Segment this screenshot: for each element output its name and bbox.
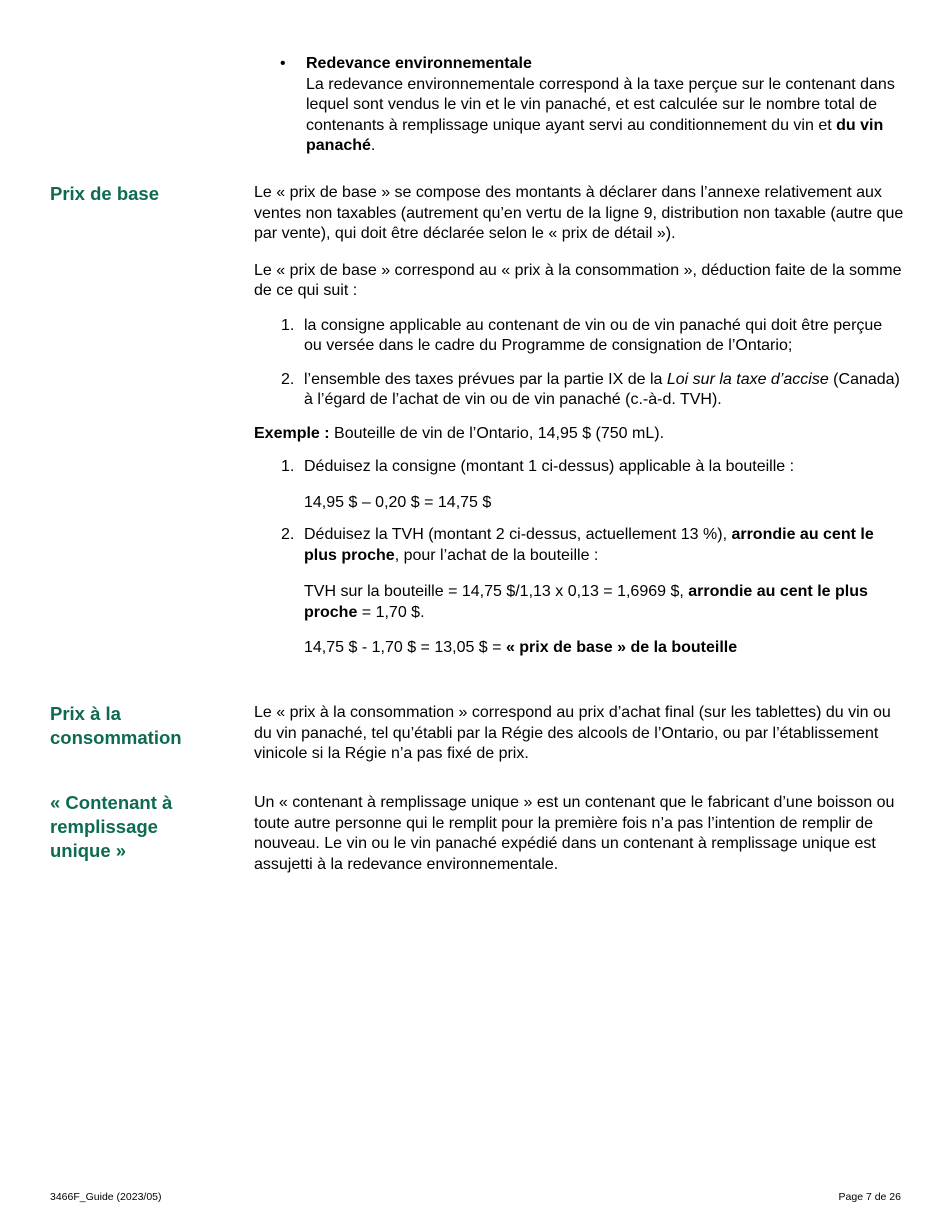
bullet-icon: • (280, 55, 286, 72)
contenant-text: Un « contenant à remplissage unique » est un contenant que le fabricant d’une boisson ou toute autre personne qui le remplit pour la première fois n’a pas l’intention de remplir de nouveau. Le vin ou le vin panaché expédié dans un contenant à remplissage unique est assujetti à la redevance environnementale. (254, 794, 895, 873)
prix-conso-text: Le « prix à la consommation » correspond au prix d’achat final (sur les tablettes) du vin ou du vin panaché, tel qu’établi par la Régie des alcools de l’Ontario, ou par l’établissement vinicole si la Régie n’a pas fixé de prix. (254, 704, 891, 762)
calc-prix-base-text: 14,75 $ - 1,70 $ = 13,05 $ = (304, 639, 506, 656)
list-item-text: Déduisez la TVH (montant 2 ci-dessus, actuellement 13 %), (304, 526, 732, 543)
heading-prix-de-base: Prix de base (50, 183, 160, 204)
list-item (254, 457, 904, 478)
prix-base-para1: Le « prix de base » se compose des montants à déclarer dans l’annexe relativement aux ventes non taxables (autrement qu’en vertu de la ligne 9, distribution non taxable (autre que par vente), qui doit être déclarée selon le « prix de détail »). (254, 184, 904, 242)
list-item (254, 525, 904, 566)
list-item (254, 370, 904, 411)
list-item-bold: arrondie au cent le plus proche (304, 526, 874, 564)
list-item-italic: Loi sur la taxe d’accise (666, 370, 829, 388)
calc-prix-base (254, 638, 904, 659)
calc-tvh-bold: arrondie au cent le plus proche (304, 583, 868, 621)
calc-tvh-text: TVH sur la bouteille = 14,75 $/1,13 x 0,13 = 1,6969 $, (304, 583, 689, 600)
list-number: 2. (281, 370, 295, 388)
footer-page-number: Page 7 de 26 (838, 1191, 901, 1203)
section-prix-consommation (254, 703, 904, 765)
footer-form-id: 3466F_Guide (2023/05) (50, 1191, 162, 1203)
list-item-text: l’ensemble des taxes prévues par la partie IX de la (304, 370, 667, 388)
list-number: 1. (281, 316, 295, 334)
calc-prix-base-bold: « prix de base » de la bouteille (505, 639, 738, 656)
bullet-text: La redevance environnementale correspond à la taxe perçue sur le contenant dans lequel sont vendus le vin et le vin panaché, et est calculée sur le nombre total de contenants à remplissage unique ayant servi au conditionnement du vin et (306, 75, 895, 134)
prix-base-para2: Le « prix de base » correspond au « prix à la consommation », déduction faite de la somme de ce qui suit : (254, 261, 902, 299)
list-number: 2. (281, 526, 295, 543)
section-contenant (254, 793, 904, 875)
example-label: Exemple : (254, 424, 330, 442)
list-item-text: la consigne applicable au contenant de vin ou de vin panaché qui doit être perçue ou versée dans le cadre du Programme de consignation de l’Ontario; (304, 316, 883, 354)
calc-consigne: 14,95 $ – 0,20 $ = 14,75 $ (304, 493, 492, 511)
example-line (254, 424, 904, 445)
calc-tvh-end: = 1,70 $. (357, 603, 425, 621)
list-item (254, 316, 904, 357)
heading-prix-consommation: Prix à la consommation (50, 703, 182, 748)
bullet-text-end: . (370, 137, 376, 154)
section-prix-de-base (254, 183, 904, 659)
list-item-text-end: (Canada) à l’égard de l’achat de vin ou de vin panaché (c.-à-d. TVH). (304, 370, 900, 408)
calc-tvh (254, 582, 904, 623)
bullet-text-bold: du vin panaché (306, 116, 884, 154)
example-text: Bouteille de vin de l’Ontario, 14,95 $ (750 mL). (329, 424, 665, 442)
heading-contenant: « Contenant à remplissage unique » (50, 792, 173, 861)
bullet-title: Redevance environnementale (306, 55, 532, 72)
list-item-text-end: , pour l’achat de la bouteille : (394, 546, 599, 564)
list-number: 1. (281, 458, 295, 475)
list-item-text: Déduisez la consigne (montant 1 ci-dessus) applicable à la bouteille : (304, 458, 795, 475)
